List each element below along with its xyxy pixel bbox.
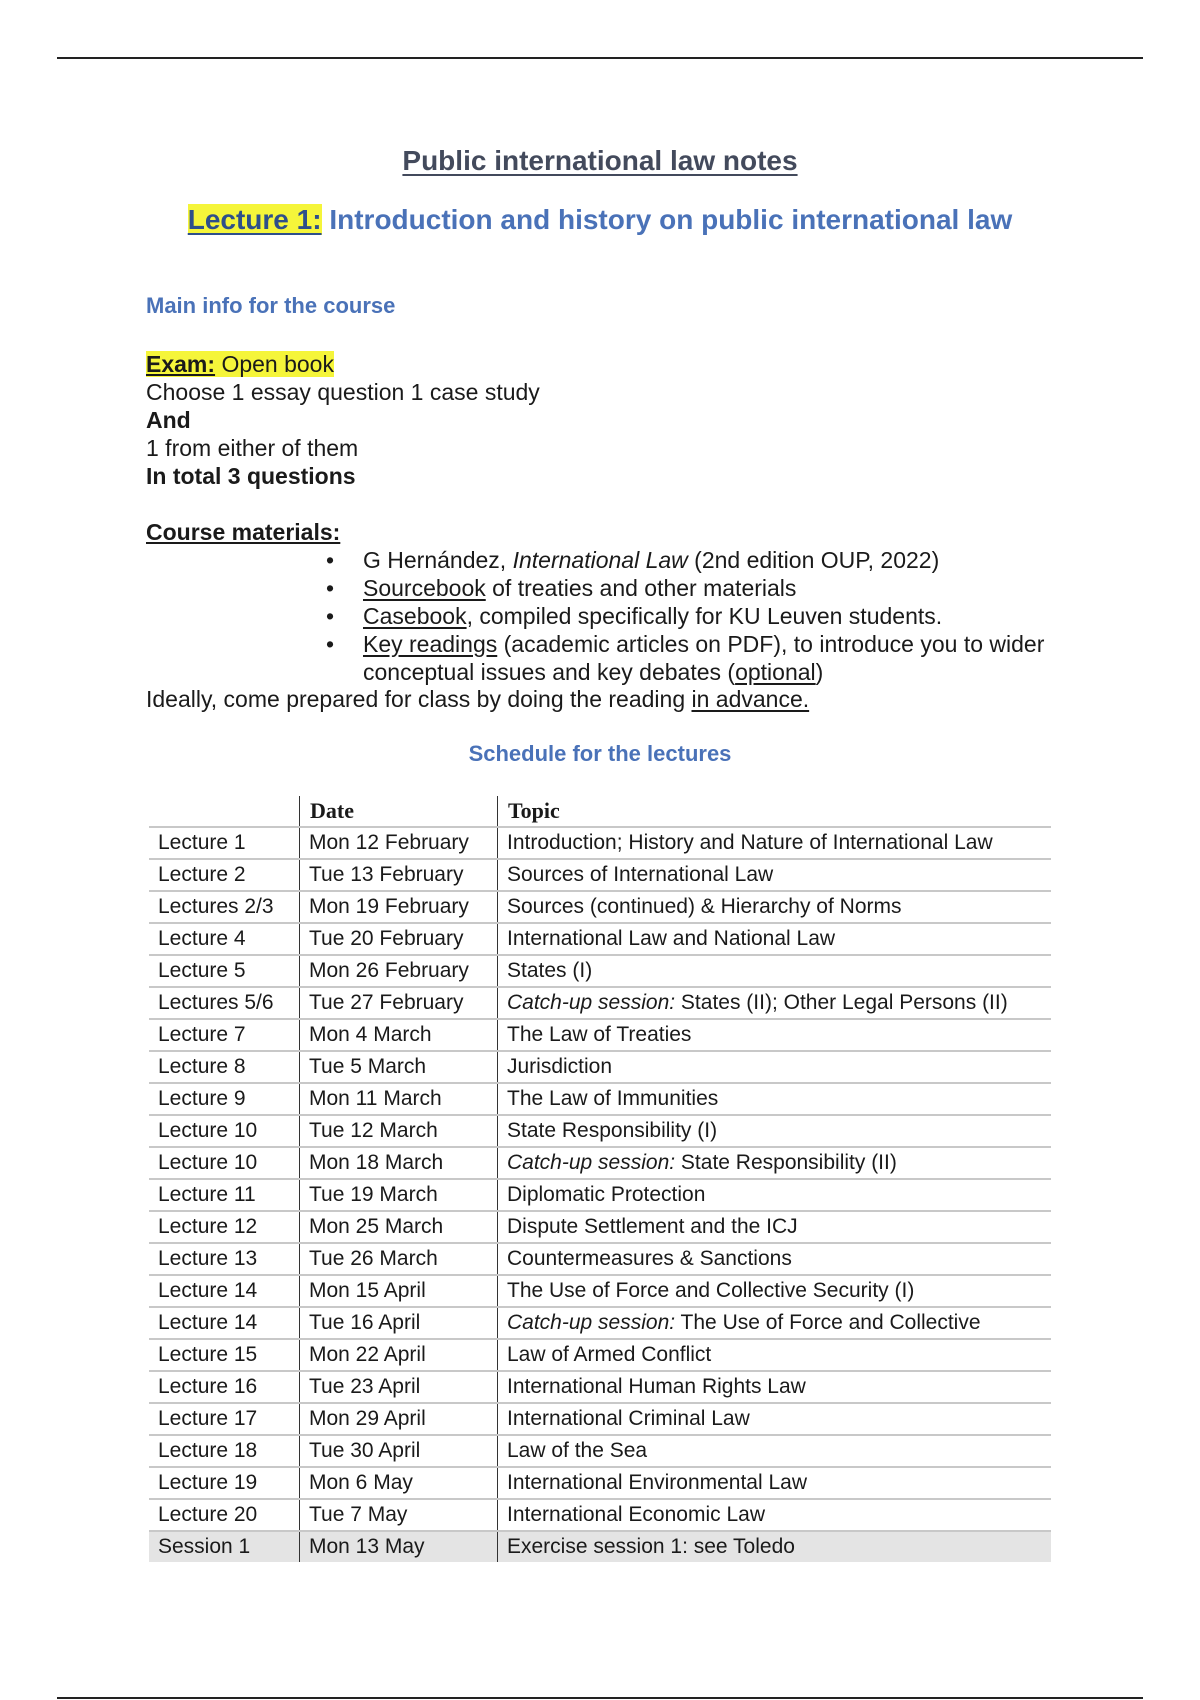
topic-cell xyxy=(498,1083,1052,1115)
date-cell: Tue 26 March xyxy=(300,1243,498,1275)
topic-text: States (II); Other Legal Persons (II) xyxy=(675,991,1008,1014)
session-cell: Lecture 2 xyxy=(149,859,300,891)
session-cell: Lecture 15 xyxy=(149,1339,300,1371)
casebook-desc: , compiled specifically for KU Leuven students. xyxy=(466,603,943,629)
table-row xyxy=(149,1115,1051,1147)
date-cell: Mon 19 February xyxy=(300,891,498,923)
exam-block xyxy=(146,350,540,490)
optional-text: optional xyxy=(735,659,816,685)
topic-cell xyxy=(498,1499,1052,1531)
table-row xyxy=(149,1019,1051,1051)
table-row xyxy=(149,1339,1051,1371)
exam-line-2: And xyxy=(146,407,191,433)
date-cell: Tue 27 February xyxy=(300,987,498,1019)
table-row xyxy=(149,1371,1051,1403)
lecture-title: Introduction and history on public international law xyxy=(329,204,1013,235)
exam-line-3: 1 from either of them xyxy=(146,435,359,461)
session-cell: Lecture 8 xyxy=(149,1051,300,1083)
topic-text: States (I) xyxy=(507,959,593,982)
document-title: Public international law notes xyxy=(402,145,798,176)
topic-cell xyxy=(498,1211,1052,1243)
date-cell: Mon 29 April xyxy=(300,1403,498,1435)
topic-cell xyxy=(498,1371,1052,1403)
topic-cell xyxy=(498,1467,1052,1499)
key-readings-link: Key readings xyxy=(363,631,498,657)
topic-text: The Use of Force and Collective xyxy=(675,1311,981,1334)
key-readings-desc: (academic articles on PDF), to introduce you to wider conceptual issues and key debates ( xyxy=(363,631,1045,685)
preparation-text: Ideally, come prepared for class by doing the reading xyxy=(146,686,692,712)
table-row xyxy=(149,1211,1051,1243)
topic-text: International Human Rights Law xyxy=(507,1375,806,1398)
materials-list xyxy=(326,546,1063,686)
table-row xyxy=(149,1435,1051,1467)
main-info-heading: Main info for the course xyxy=(146,293,396,318)
date-cell: Mon 6 May xyxy=(300,1467,498,1499)
schedule-table-body xyxy=(149,827,1051,1562)
topic-text: Introduction; History and Nature of International Law xyxy=(507,831,993,854)
catch-up-label: Catch-up session: xyxy=(507,991,676,1014)
schedule-table xyxy=(149,796,1051,1562)
session-cell: Lecture 16 xyxy=(149,1371,300,1403)
topic-text: International Economic Law xyxy=(507,1503,765,1526)
exam-highlight xyxy=(146,351,334,377)
schedule-heading: Schedule for the lectures xyxy=(468,741,732,766)
exam-value: Open book xyxy=(221,351,334,377)
topic-text: International Environmental Law xyxy=(507,1471,808,1494)
textbook-author: G Hernández, xyxy=(363,547,513,573)
lecture-number-label: Lecture 1: xyxy=(187,204,322,235)
column-header-date: Date xyxy=(300,796,498,827)
topic-cell xyxy=(498,1531,1052,1562)
date-cell: Tue 23 April xyxy=(300,1371,498,1403)
session-cell: Lecture 7 xyxy=(149,1019,300,1051)
table-row xyxy=(149,1275,1051,1307)
topic-cell xyxy=(498,1243,1052,1275)
table-row xyxy=(149,1051,1051,1083)
date-cell: Mon 18 March xyxy=(300,1147,498,1179)
table-row xyxy=(149,1147,1051,1179)
topic-cell xyxy=(498,923,1052,955)
casebook-link: Casebook xyxy=(363,603,467,629)
topic-text: State Responsibility (II) xyxy=(675,1151,897,1174)
date-cell: Tue 5 March xyxy=(300,1051,498,1083)
exam-line-4: In total 3 questions xyxy=(146,463,356,489)
list-item xyxy=(326,602,1063,630)
session-cell: Lecture 14 xyxy=(149,1275,300,1307)
topic-cell xyxy=(498,1051,1052,1083)
column-header-topic: Topic xyxy=(498,796,1052,827)
column-header-session xyxy=(149,796,300,827)
table-row xyxy=(149,1531,1051,1562)
table-row xyxy=(149,1403,1051,1435)
date-cell: Mon 15 April xyxy=(300,1275,498,1307)
session-cell: Lecture 10 xyxy=(149,1147,300,1179)
session-cell: Lecture 10 xyxy=(149,1115,300,1147)
course-materials-label: Course materials: xyxy=(146,519,341,545)
date-cell: Tue 12 March xyxy=(300,1115,498,1147)
topic-cell xyxy=(498,1179,1052,1211)
session-cell: Session 1 xyxy=(149,1531,300,1562)
topic-text: The Use of Force and Collective Security (I) xyxy=(507,1279,915,1302)
topic-text: Law of the Sea xyxy=(507,1439,648,1462)
table-row xyxy=(149,1243,1051,1275)
session-cell: Lecture 14 xyxy=(149,1307,300,1339)
date-cell: Mon 4 March xyxy=(300,1019,498,1051)
in-advance-text: in advance. xyxy=(691,686,810,712)
sourcebook-link: Sourcebook xyxy=(363,575,486,601)
session-cell: Lecture 20 xyxy=(149,1499,300,1531)
session-cell: Lecture 11 xyxy=(149,1179,300,1211)
date-cell: Tue 13 February xyxy=(300,859,498,891)
topic-cell xyxy=(498,1435,1052,1467)
session-cell: Lectures 5/6 xyxy=(149,987,300,1019)
sourcebook-desc: of treaties and other materials xyxy=(485,575,797,601)
session-cell: Lecture 12 xyxy=(149,1211,300,1243)
session-cell: Lecture 5 xyxy=(149,955,300,987)
table-row xyxy=(149,1467,1051,1499)
topic-text: State Responsibility (I) xyxy=(507,1119,718,1142)
topic-text: Jurisdiction xyxy=(507,1055,613,1078)
session-cell: Lecture 13 xyxy=(149,1243,300,1275)
topic-text: International Criminal Law xyxy=(507,1407,750,1430)
session-cell: Lecture 17 xyxy=(149,1403,300,1435)
table-row xyxy=(149,891,1051,923)
table-row xyxy=(149,923,1051,955)
topic-text: Law of Armed Conflict xyxy=(507,1343,712,1366)
topic-text: Exercise session 1: see Toledo xyxy=(507,1535,795,1558)
date-cell: Mon 22 April xyxy=(300,1339,498,1371)
topic-text: Sources (continued) & Hierarchy of Norms xyxy=(507,895,902,918)
catch-up-label: Catch-up session: xyxy=(507,1311,676,1334)
topic-cell xyxy=(498,891,1052,923)
topic-cell xyxy=(498,827,1052,859)
topic-cell xyxy=(498,955,1052,987)
catch-up-label: Catch-up session: xyxy=(507,1151,676,1174)
topic-text: Countermeasures & Sanctions xyxy=(507,1247,792,1270)
topic-cell xyxy=(498,1403,1052,1435)
topic-cell xyxy=(498,987,1052,1019)
topic-text: Diplomatic Protection xyxy=(507,1183,706,1206)
topic-text: Dispute Settlement and the ICJ xyxy=(507,1215,798,1238)
session-cell: Lecture 19 xyxy=(149,1467,300,1499)
date-cell: Mon 12 February xyxy=(300,827,498,859)
topic-text: Sources of International Law xyxy=(507,863,774,886)
topic-cell xyxy=(498,1019,1052,1051)
topic-text: International Law and National Law xyxy=(507,927,836,950)
topic-cell xyxy=(498,1115,1052,1147)
date-cell: Tue 16 April xyxy=(300,1307,498,1339)
textbook-edition: (2nd edition OUP, 2022) xyxy=(687,547,940,573)
date-cell: Mon 13 May xyxy=(300,1531,498,1562)
session-cell: Lecture 1 xyxy=(149,827,300,859)
date-cell: Tue 7 May xyxy=(300,1499,498,1531)
date-cell: Mon 11 March xyxy=(300,1083,498,1115)
date-cell: Tue 19 March xyxy=(300,1179,498,1211)
date-cell: Tue 30 April xyxy=(300,1435,498,1467)
topic-cell xyxy=(498,1339,1052,1371)
table-row xyxy=(149,859,1051,891)
table-row xyxy=(149,955,1051,987)
session-cell: Lectures 2/3 xyxy=(149,891,300,923)
topic-text: The Law of Immunities xyxy=(507,1087,719,1110)
session-cell: Lecture 4 xyxy=(149,923,300,955)
topic-cell xyxy=(498,1147,1052,1179)
table-row xyxy=(149,1083,1051,1115)
date-cell: Tue 20 February xyxy=(300,923,498,955)
session-cell: Lecture 9 xyxy=(149,1083,300,1115)
textbook-title: International Law xyxy=(512,547,688,573)
topic-cell xyxy=(498,1275,1052,1307)
lecture-heading xyxy=(0,204,1200,236)
key-readings-close: ) xyxy=(815,659,824,685)
topic-cell xyxy=(498,859,1052,891)
table-row xyxy=(149,1179,1051,1211)
session-cell: Lecture 18 xyxy=(149,1435,300,1467)
top-rule xyxy=(57,57,1143,59)
topic-cell xyxy=(498,1307,1052,1339)
table-row xyxy=(149,1307,1051,1339)
list-item xyxy=(326,630,1063,686)
bottom-rule xyxy=(57,1697,1143,1699)
exam-label: Exam: xyxy=(146,351,216,377)
list-item xyxy=(326,574,1063,602)
list-item xyxy=(326,546,1063,574)
preparation-note xyxy=(146,685,809,713)
table-row xyxy=(149,987,1051,1019)
date-cell: Mon 25 March xyxy=(300,1211,498,1243)
exam-line-1: Choose 1 essay question 1 case study xyxy=(146,379,540,405)
table-row xyxy=(149,827,1051,859)
table-row xyxy=(149,1499,1051,1531)
date-cell: Mon 26 February xyxy=(300,955,498,987)
topic-text: The Law of Treaties xyxy=(507,1023,692,1046)
